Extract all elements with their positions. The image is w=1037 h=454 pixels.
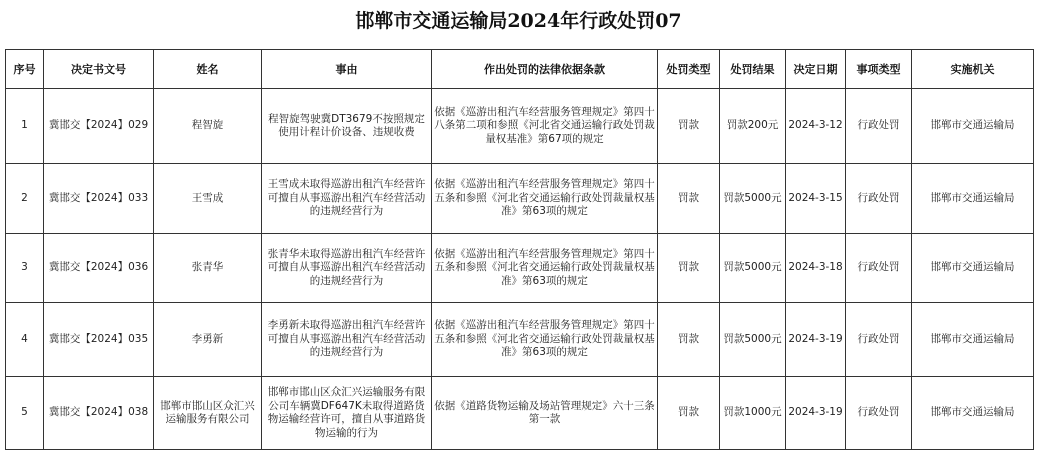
cell-name: 邯郸市邯山区众汇兴运输服务有限公司 bbox=[154, 377, 262, 450]
cell-decision-number: 冀邯交【2024】036 bbox=[44, 234, 154, 303]
cell-index: 4 bbox=[6, 303, 44, 377]
cell-legal-basis: 依据《巡游出租汽车经营服务管理规定》第四十五条和参照《河北省交通运输行政处罚裁量权基准》第63项的规定 bbox=[432, 164, 658, 234]
cell-reason: 王雪成未取得巡游出租汽车经营许可擅自从事巡游出租汽车经营活动的违规经营行为 bbox=[262, 164, 432, 234]
cell-penalty-type: 罚款 bbox=[658, 303, 720, 377]
cell-name: 王雪成 bbox=[154, 164, 262, 234]
cell-authority: 邯郸市交通运输局 bbox=[912, 303, 1034, 377]
cell-item-type: 行政处罚 bbox=[846, 234, 912, 303]
cell-penalty-result: 罚款200元 bbox=[720, 89, 786, 164]
cell-decision-date: 2024-3-19 bbox=[786, 377, 846, 450]
cell-index: 1 bbox=[6, 89, 44, 164]
cell-index: 5 bbox=[6, 377, 44, 450]
cell-reason: 程智旋驾驶冀DT3679不按照规定使用计程计价设备、违规收费 bbox=[262, 89, 432, 164]
table-row bbox=[6, 303, 1034, 377]
page-title: 邯郸市交通运输局2024年行政处罚07 bbox=[355, 10, 682, 32]
cell-penalty-result: 罚款5000元 bbox=[720, 303, 786, 377]
cell-name: 张青华 bbox=[154, 234, 262, 303]
table-row bbox=[6, 89, 1034, 164]
header-decision-number: 决定书文号 bbox=[44, 50, 154, 89]
cell-reason: 张青华未取得巡游出租汽车经营许可擅自从事巡游出租汽车经营活动的违规经营行为 bbox=[262, 234, 432, 303]
cell-penalty-type: 罚款 bbox=[658, 377, 720, 450]
cell-decision-number: 冀邯交【2024】033 bbox=[44, 164, 154, 234]
header-legal-basis: 作出处罚的法律依据条款 bbox=[432, 50, 658, 89]
cell-penalty-result: 罚款1000元 bbox=[720, 377, 786, 450]
cell-item-type: 行政处罚 bbox=[846, 89, 912, 164]
table-header-row bbox=[6, 50, 1034, 89]
cell-decision-date: 2024-3-15 bbox=[786, 164, 846, 234]
cell-decision-number: 冀邯交【2024】038 bbox=[44, 377, 154, 450]
cell-legal-basis: 依据《巡游出租汽车经营服务管理规定》第四十八条第二项和参照《河北省交通运输行政处罚裁量权基准》第67项的规定 bbox=[432, 89, 658, 164]
cell-decision-number: 冀邯交【2024】035 bbox=[44, 303, 154, 377]
cell-penalty-result: 罚款5000元 bbox=[720, 164, 786, 234]
table-row bbox=[6, 234, 1034, 303]
cell-decision-number: 冀邯交【2024】029 bbox=[44, 89, 154, 164]
cell-legal-basis: 依据《巡游出租汽车经营服务管理规定》第四十五条和参照《河北省交通运输行政处罚裁量权基准》第63项的规定 bbox=[432, 303, 658, 377]
table-row bbox=[6, 164, 1034, 234]
cell-penalty-type: 罚款 bbox=[658, 89, 720, 164]
cell-reason: 李勇新未取得巡游出租汽车经营许可擅自从事巡游出租汽车经营活动的违规经营行为 bbox=[262, 303, 432, 377]
cell-authority: 邯郸市交通运输局 bbox=[912, 164, 1034, 234]
cell-penalty-result: 罚款5000元 bbox=[720, 234, 786, 303]
cell-penalty-type: 罚款 bbox=[658, 234, 720, 303]
cell-authority: 邯郸市交通运输局 bbox=[912, 234, 1034, 303]
cell-index: 3 bbox=[6, 234, 44, 303]
cell-decision-date: 2024-3-18 bbox=[786, 234, 846, 303]
cell-reason: 邯郸市邯山区众汇兴运输服务有限公司车辆冀DF647K未取得道路货物运输经营许可，擅自从事道路货物运输的行为 bbox=[262, 377, 432, 450]
header-item-type: 事项类型 bbox=[846, 50, 912, 89]
penalty-table bbox=[5, 49, 1034, 450]
header-penalty-type: 处罚类型 bbox=[658, 50, 720, 89]
header-name: 姓名 bbox=[154, 50, 262, 89]
cell-item-type: 行政处罚 bbox=[846, 303, 912, 377]
cell-authority: 邯郸市交通运输局 bbox=[912, 89, 1034, 164]
cell-index: 2 bbox=[6, 164, 44, 234]
cell-penalty-type: 罚款 bbox=[658, 164, 720, 234]
cell-decision-date: 2024-3-12 bbox=[786, 89, 846, 164]
header-reason: 事由 bbox=[262, 50, 432, 89]
cell-name: 程智旋 bbox=[154, 89, 262, 164]
header-index: 序号 bbox=[6, 50, 44, 89]
cell-legal-basis: 依据《道路货物运输及场站管理规定》六十三条第一款 bbox=[432, 377, 658, 450]
header-authority: 实施机关 bbox=[912, 50, 1034, 89]
header-decision-date: 决定日期 bbox=[786, 50, 846, 89]
table-row bbox=[6, 377, 1034, 450]
cell-item-type: 行政处罚 bbox=[846, 164, 912, 234]
cell-name: 李勇新 bbox=[154, 303, 262, 377]
cell-authority: 邯郸市交通运输局 bbox=[912, 377, 1034, 450]
header-penalty-result: 处罚结果 bbox=[720, 50, 786, 89]
cell-item-type: 行政处罚 bbox=[846, 377, 912, 450]
cell-decision-date: 2024-3-19 bbox=[786, 303, 846, 377]
cell-legal-basis: 依据《巡游出租汽车经营服务管理规定》第四十五条和参照《河北省交通运输行政处罚裁量权基准》第63项的规定 bbox=[432, 234, 658, 303]
